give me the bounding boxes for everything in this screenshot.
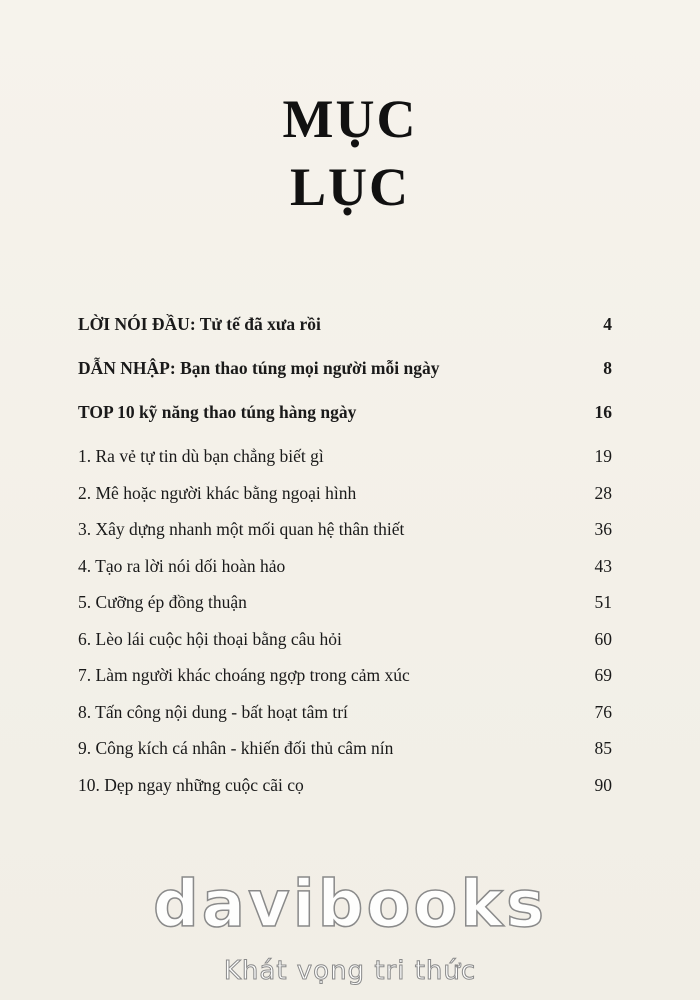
toc-entry-title: TOP 10 kỹ năng thao túng hàng ngày — [78, 402, 357, 422]
toc-entry-page-number: 36 — [594, 519, 612, 539]
toc-entry-page-number: 43 — [594, 555, 612, 576]
toc-entry-title: 7. Làm người khác choáng ngợp trong cảm xúc — [78, 665, 410, 685]
toc-entry-page-number: 4 — [603, 314, 612, 334]
toc-entry — [78, 444, 612, 481]
page-title-line-2: LỤC — [289, 157, 410, 217]
toc-entry-title: 2. Mê hoặc người khác bằng ngoại hình — [78, 482, 357, 503]
toc-entry — [78, 700, 612, 737]
toc-entry-page-number: 51 — [594, 592, 612, 612]
page-title-line-1: MỤC — [282, 89, 418, 149]
toc-entry-page-number: 76 — [594, 701, 612, 722]
toc-entry — [78, 627, 612, 664]
toc-entry-page-number: 85 — [594, 738, 612, 758]
toc-entry — [78, 312, 612, 356]
table-of-contents — [78, 312, 612, 809]
toc-entry-title: 4. Tạo ra lời nói dối hoàn hảo — [78, 555, 286, 576]
toc-entry-title: 6. Lèo lái cuộc hội thoại bằng câu hỏi — [78, 628, 342, 649]
toc-entry-title: DẪN NHẬP: Bạn thao túng mọi người mỗi ngày — [78, 358, 440, 378]
toc-entry-page-number: 28 — [594, 482, 612, 503]
toc-entry-title: 8. Tấn công nội dung - bất hoạt tâm trí — [78, 701, 348, 722]
toc-entry-title: 3. Xây dựng nhanh một mối quan hệ thân thiết — [78, 519, 405, 539]
toc-entry-page-number: 16 — [594, 402, 612, 422]
toc-entry — [78, 400, 612, 444]
toc-entry-page-number: 69 — [594, 665, 612, 685]
watermark-tagline: Khát vọng tri thức — [223, 956, 477, 986]
toc-entry — [78, 736, 612, 773]
toc-entry-title: 9. Công kích cá nhân - khiến đối thủ câm nín — [78, 738, 394, 758]
watermark-logo: davibooks — [152, 868, 548, 942]
toc-entry-page-number: 90 — [594, 774, 612, 795]
toc-entry-page-number: 60 — [594, 628, 612, 649]
toc-entry-page-number: 19 — [594, 446, 612, 466]
toc-entry-title: 5. Cưỡng ép đồng thuận — [78, 592, 247, 612]
toc-entry-title: 1. Ra vẻ tự tin dù bạn chẳng biết gì — [78, 446, 324, 466]
toc-entry — [78, 590, 612, 627]
toc-entry — [78, 481, 612, 518]
toc-entry — [78, 356, 612, 400]
toc-entry — [78, 554, 612, 591]
toc-entry — [78, 663, 612, 700]
toc-entry-title: 10. Dẹp ngay những cuộc cãi cọ — [78, 774, 304, 795]
toc-entry-page-number: 8 — [603, 358, 612, 378]
toc-entry — [78, 773, 612, 810]
toc-entry — [78, 517, 612, 554]
toc-entry-title: LỜI NÓI ĐẦU: Tử tế đã xưa rồi — [78, 314, 321, 334]
